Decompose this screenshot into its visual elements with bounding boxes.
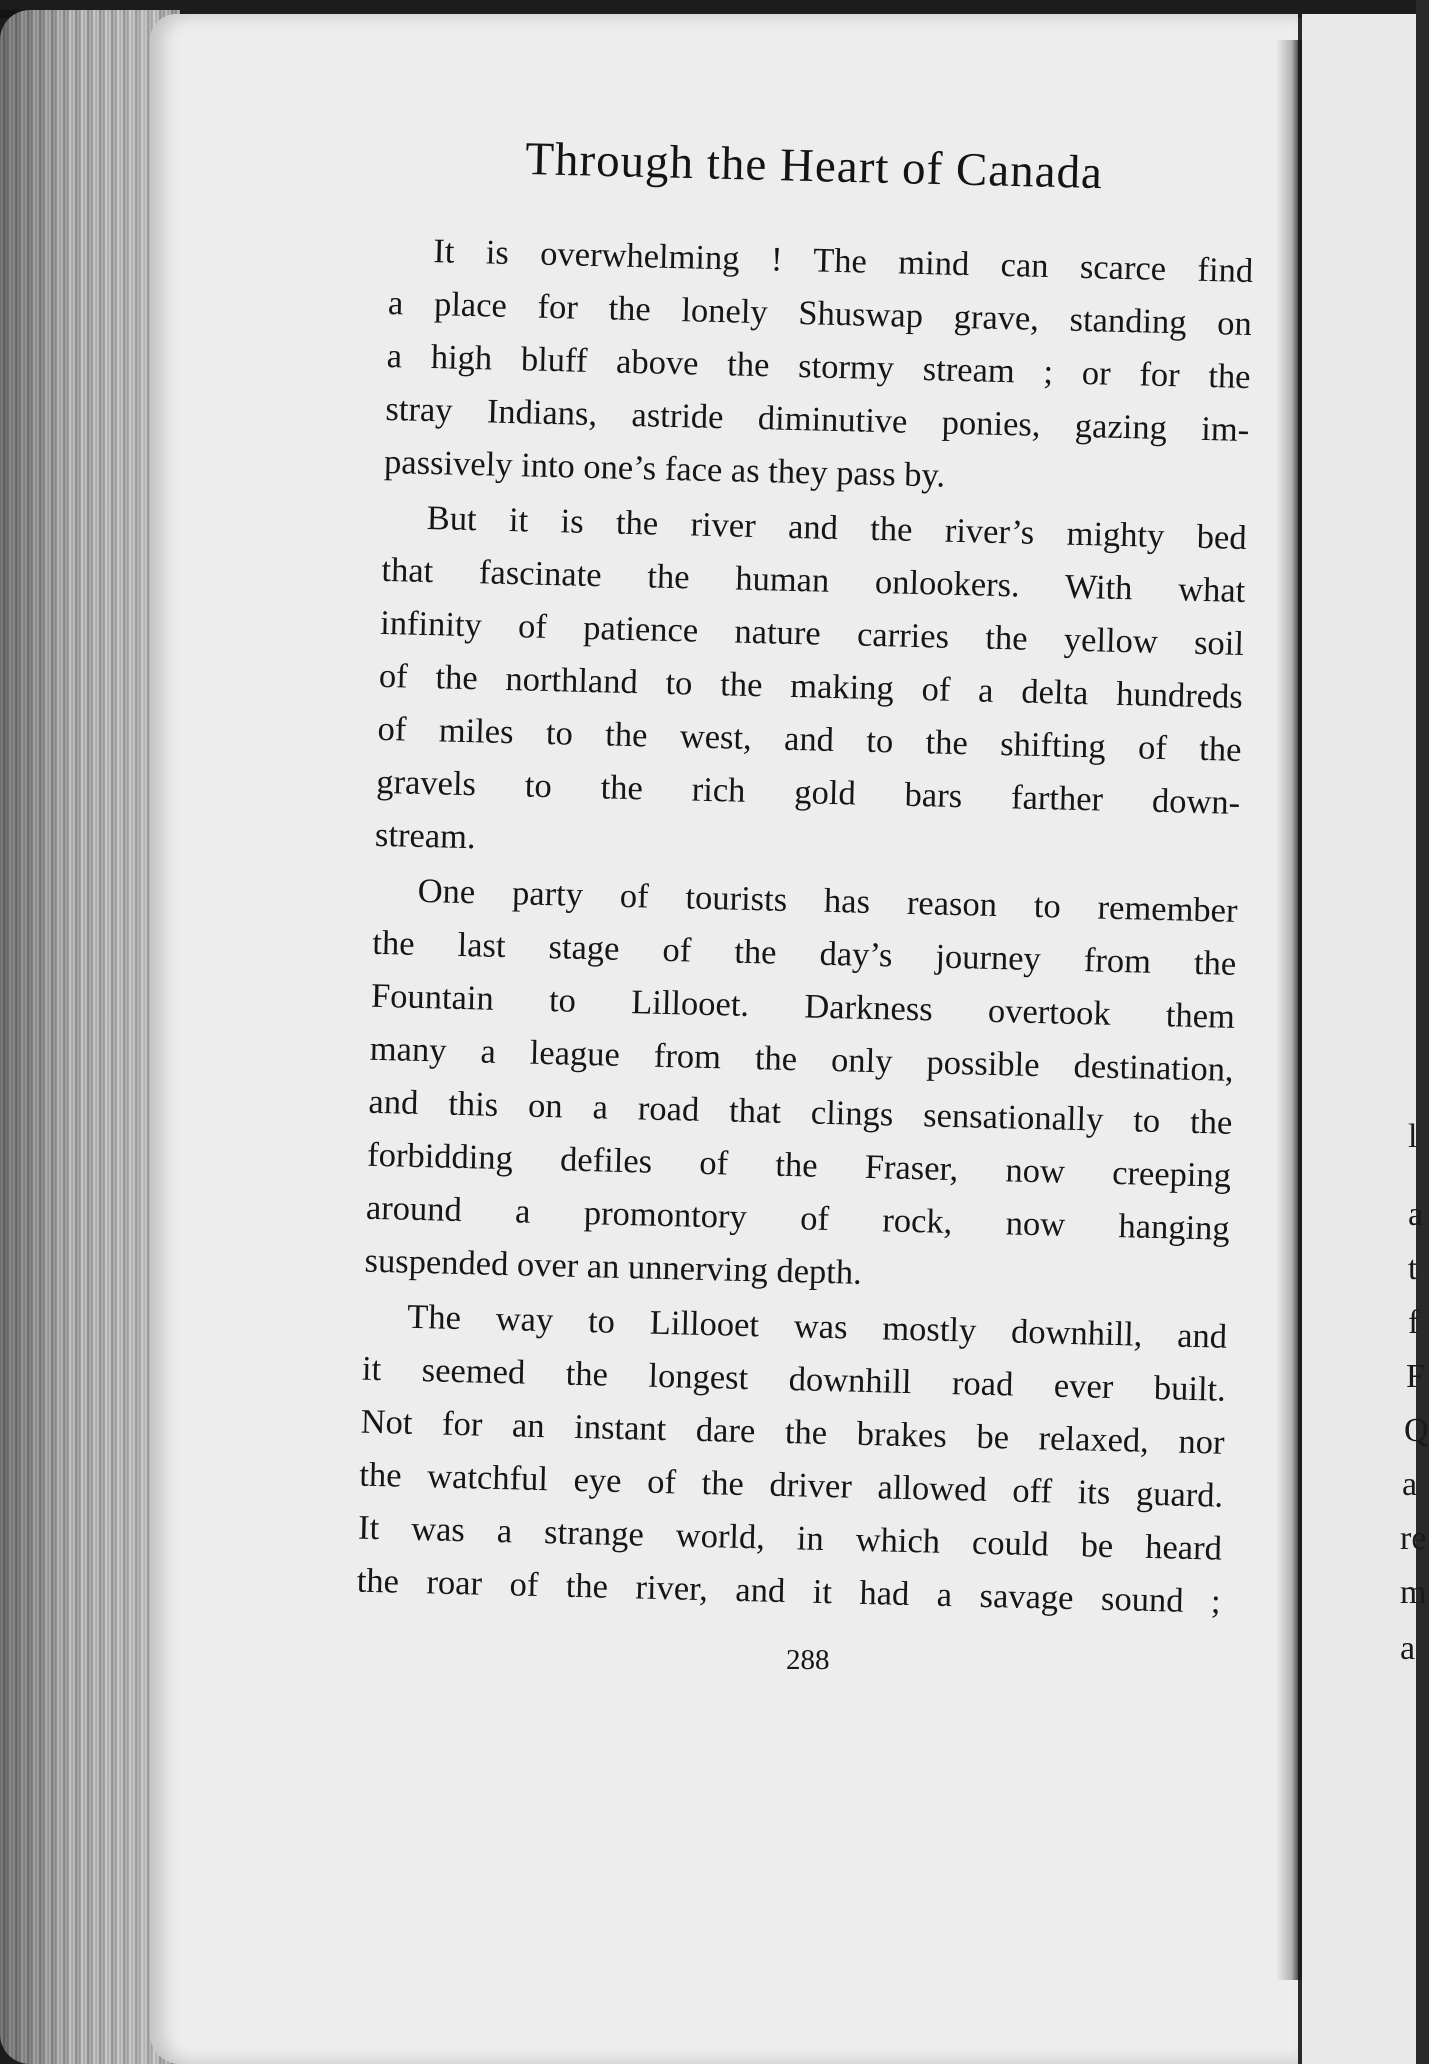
text-line: that fascinate the human onlookers. With what — [381, 550, 1246, 611]
running-header: Through the Heart of Canada — [524, 132, 1104, 200]
text-line: stream. — [374, 815, 477, 857]
text-line: gravels to the rich gold bars farther down- — [375, 762, 1241, 822]
page-gutter — [1276, 40, 1302, 1980]
text-line: of the northland to the making of a delta hundreds — [378, 656, 1244, 716]
text-line: suspended over an unnerving depth. — [364, 1241, 863, 1292]
text-line: of miles to the west, and to the shifting of the — [377, 709, 1242, 769]
text-line: and this on a road that clings sensationally to the — [368, 1082, 1233, 1142]
page-number: 288 — [786, 1644, 830, 1676]
text-line: forbidding defiles of the Fraser, now creeping — [366, 1135, 1232, 1195]
facing-page-fragment: f — [1408, 1304, 1420, 1341]
text-line: It was a strange world, in which could be heard — [357, 1508, 1223, 1568]
text-line: it seemed the longest downhill road ever built. — [361, 1349, 1227, 1409]
facing-page — [1302, 14, 1429, 2064]
text-line: The way to Lillooet was mostly downhill, and — [406, 1297, 1228, 1356]
text-line: Fountain to Lillooet. Darkness overtook them — [370, 976, 1236, 1036]
facing-page-fragment: a — [1400, 1630, 1416, 1667]
text-line: the watchful eye of the driver allowed off its guard. — [358, 1455, 1224, 1515]
text-line: Not for an instant dare the brakes be relaxed, nor — [360, 1402, 1225, 1462]
text-line: passively into one’s face as they pass by. — [383, 442, 946, 495]
text-line: around a promontory of rock, now hanging — [365, 1188, 1231, 1248]
facing-page-fragment: m — [1400, 1574, 1427, 1611]
facing-page-fragment: a — [1402, 1466, 1418, 1503]
text-line: a high bluff above the stormy stream ; or for the — [386, 336, 1251, 397]
text-line: infinity of patience nature carries the yellow soil — [379, 603, 1245, 663]
facing-page-fragment: Q — [1404, 1412, 1429, 1449]
facing-page-fragment: a — [1408, 1196, 1424, 1233]
text-line: the last stage of the day’s journey from the — [371, 923, 1237, 983]
facing-page-fragment: F — [1406, 1358, 1425, 1395]
text-line: stray Indians, astride diminutive ponies, gazing im- — [385, 389, 1250, 450]
facing-page-fragment: t — [1408, 1250, 1418, 1287]
text-line: It is overwhelming ! The mind can scarce find — [432, 232, 1254, 291]
text-line: the roar of the river, and it had a savage sound ; — [356, 1561, 1222, 1621]
facing-page-fragment: re — [1400, 1520, 1427, 1557]
text-line: But it is the river and the river’s mighty bed — [426, 498, 1248, 558]
body-text — [356, 224, 1290, 1656]
facing-page-fragment: l — [1408, 1118, 1418, 1155]
text-line: One party of tourists has reason to remember — [417, 871, 1238, 930]
text-line: a place for the lonely Shuswap grave, standing on — [387, 283, 1253, 344]
text-line: many a league from the only possible destination, — [369, 1029, 1235, 1089]
